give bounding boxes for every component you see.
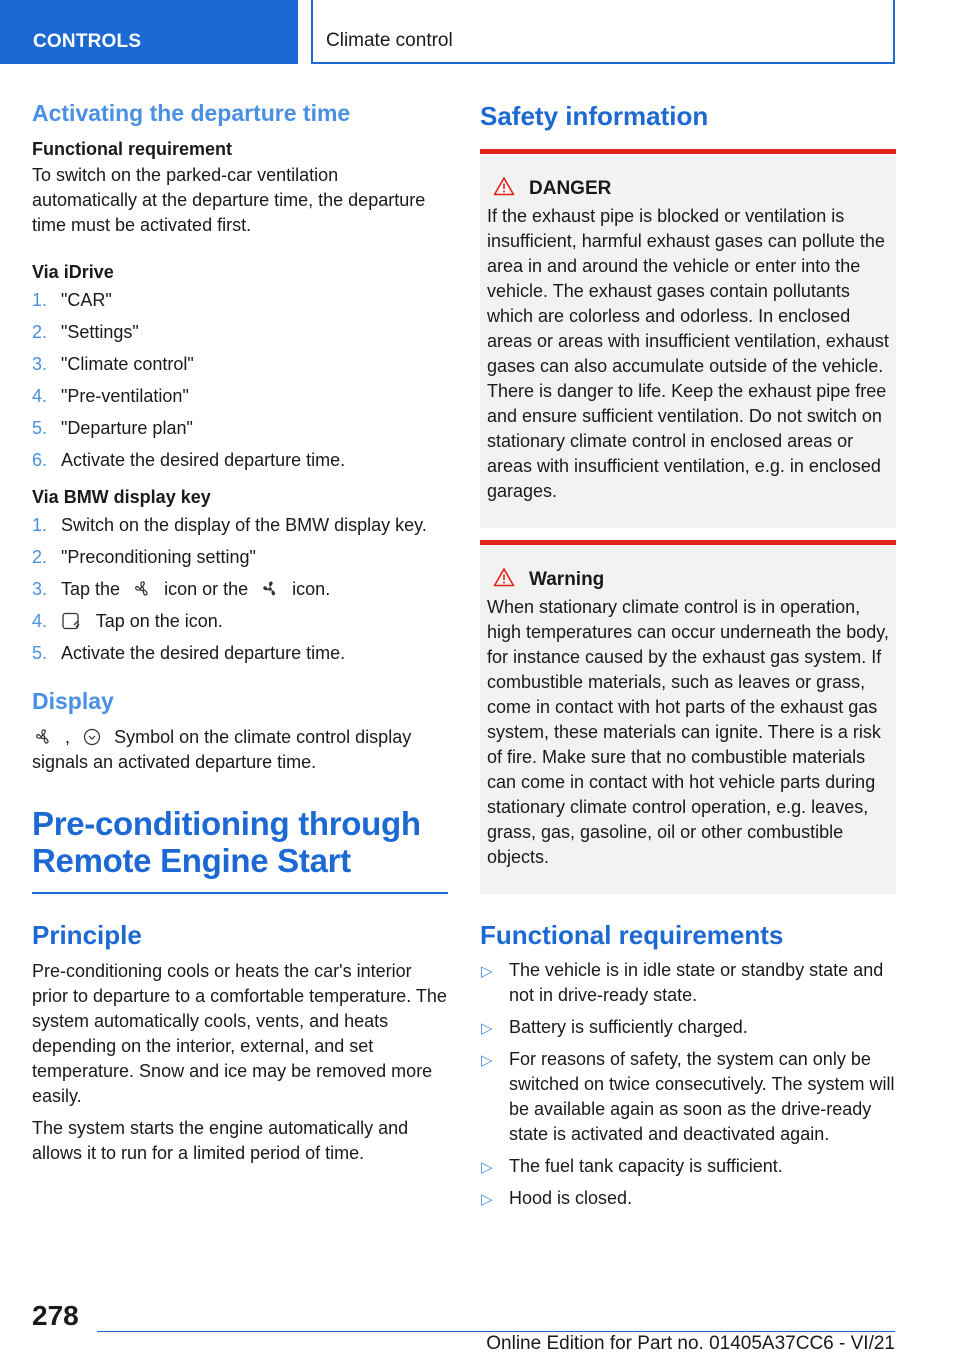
- heading-rule: [32, 892, 448, 894]
- header-chapter-tab: [311, 0, 895, 64]
- list-item: ▷ For reasons of safety, the system can only be switched on twice consecutively. The system will be available again as soon as the drive-ready state is activated and deactivated again.: [481, 1049, 895, 1144]
- list-item: 1. "CAR": [32, 290, 112, 310]
- footer-edition: Online Edition for Part no. 01405A37CC6 - VI/21: [486, 1333, 895, 1354]
- principle-heading: Principle: [32, 920, 142, 950]
- warning-box: [480, 540, 896, 894]
- idrive-heading: Via iDrive: [32, 262, 114, 282]
- list-item: 1. Switch on the display of the BMW display key.: [32, 515, 427, 535]
- list-item: 4. "Pre-ventilation": [32, 386, 189, 406]
- functional-requirements-heading: Functional requirements: [480, 920, 784, 950]
- departure-heading: Activating the departure time: [32, 100, 351, 126]
- list-item: ▷ Battery is sufficiently charged.: [480, 1015, 896, 1040]
- list-item: 4. Tap on the icon.: [32, 611, 223, 631]
- triangle-bullet-icon: ▷: [481, 1159, 493, 1176]
- principle-text-2: The system starts the engine automatically and allows it to run for a limited period of time.: [32, 1118, 409, 1163]
- right-column: [480, 100, 896, 1218]
- list-item: 6. Activate the desired departure time.: [32, 450, 346, 470]
- fan-icon: [32, 728, 54, 746]
- list-item: 5. "Departure plan": [32, 418, 193, 438]
- idrive-steps: [32, 288, 448, 473]
- footer-rule: [97, 1331, 895, 1332]
- precondition-heading: Pre-conditioning through Remote Engine Start: [32, 805, 421, 879]
- triangle-bullet-icon: ▷: [481, 1020, 493, 1037]
- header-section-tab: [0, 0, 298, 64]
- list-item: ▷ The fuel tank capacity is sufficient.: [480, 1154, 896, 1179]
- warning-triangle-icon: [493, 176, 515, 196]
- functional-requirement-text: To switch on the parked-car ventilation automatically at the departure time, the departure time must be activated first.: [32, 165, 426, 235]
- list-item: ▷ The vehicle is in idle state or standby state and not in drive-ready state.: [481, 960, 884, 1005]
- bmw-key-steps: [32, 513, 448, 666]
- list-item: ▷ Hood is closed.: [480, 1186, 896, 1211]
- left-column: [32, 100, 448, 1166]
- list-item: 5. Activate the desired departure time.: [32, 643, 346, 663]
- triangle-bullet-icon: ▷: [481, 1191, 493, 1208]
- section-label: CONTROLS: [33, 31, 142, 52]
- principle-text-1: Pre-conditioning cools or heats the car's interior prior to departure to a comfortable temperature. The system automatically cools, vents, and heats depending on the interior, external, and set temperature. Snow and ice may be removed more easily.: [32, 961, 447, 1106]
- danger-box: [480, 149, 896, 528]
- clock-icon: [81, 728, 103, 746]
- fan-auto-icon: [259, 580, 281, 598]
- functional-requirement-heading: Functional requirement: [32, 139, 233, 159]
- fan-icon: [131, 580, 153, 598]
- page-number: 278: [32, 1300, 79, 1331]
- triangle-bullet-icon: ▷: [481, 1052, 493, 1069]
- list-item: 2. "Preconditioning setting": [32, 547, 256, 567]
- bmw-key-heading: Via BMW display key: [32, 487, 211, 507]
- display-text: , Symbol on the climate control display signals an activated departure time.: [32, 727, 412, 772]
- display-heading: Display: [32, 688, 114, 714]
- checkbox-icon: [61, 612, 83, 630]
- warning-text: When stationary climate control is in operation, high temperatures can occur underneath the body, for instance caused by the exhaust gas system. If combustible materials, such as leaves or grass, come in contact with hot parts of the exhaust gas system, these materials can ignite. There is a risk of fire. Make sure that no combustible materials can come in contact with hot vehicle parts during stationary climate control operation, e.g. leaves, grass, gas, gasoline, oil or other combustible objects.: [487, 597, 889, 867]
- danger-text: If the exhaust pipe is blocked or ventilation is insufficient, harmful exhaust gases can pollute the area in and around the vehicle or enter into the vehicle. The exhaust gases contain pollutants which are colorless and odorless. In enclosed areas or areas with insufficient ventilation, exhaust gases can also accumulate outside of the vehicle. There is danger to life. Keep the exhaust pipe free and ensure sufficient ventilation. Do not switch on stationary climate control in enclosed areas or areas with insufficient ventilation, e.g. in enclosed garages.: [487, 206, 889, 501]
- chapter-label: Climate control: [326, 30, 453, 51]
- list-item: 2. "Settings": [32, 322, 139, 342]
- warning-title: Warning: [487, 567, 890, 591]
- safety-heading: Safety information: [480, 101, 709, 131]
- danger-title: DANGER: [487, 176, 890, 200]
- functional-requirements-list: [480, 958, 896, 1211]
- warning-triangle-icon: [493, 567, 515, 587]
- list-item: 3. Tap the icon or the icon.: [32, 579, 331, 599]
- triangle-bullet-icon: ▷: [481, 963, 493, 980]
- list-item: 3. "Climate control": [32, 354, 194, 374]
